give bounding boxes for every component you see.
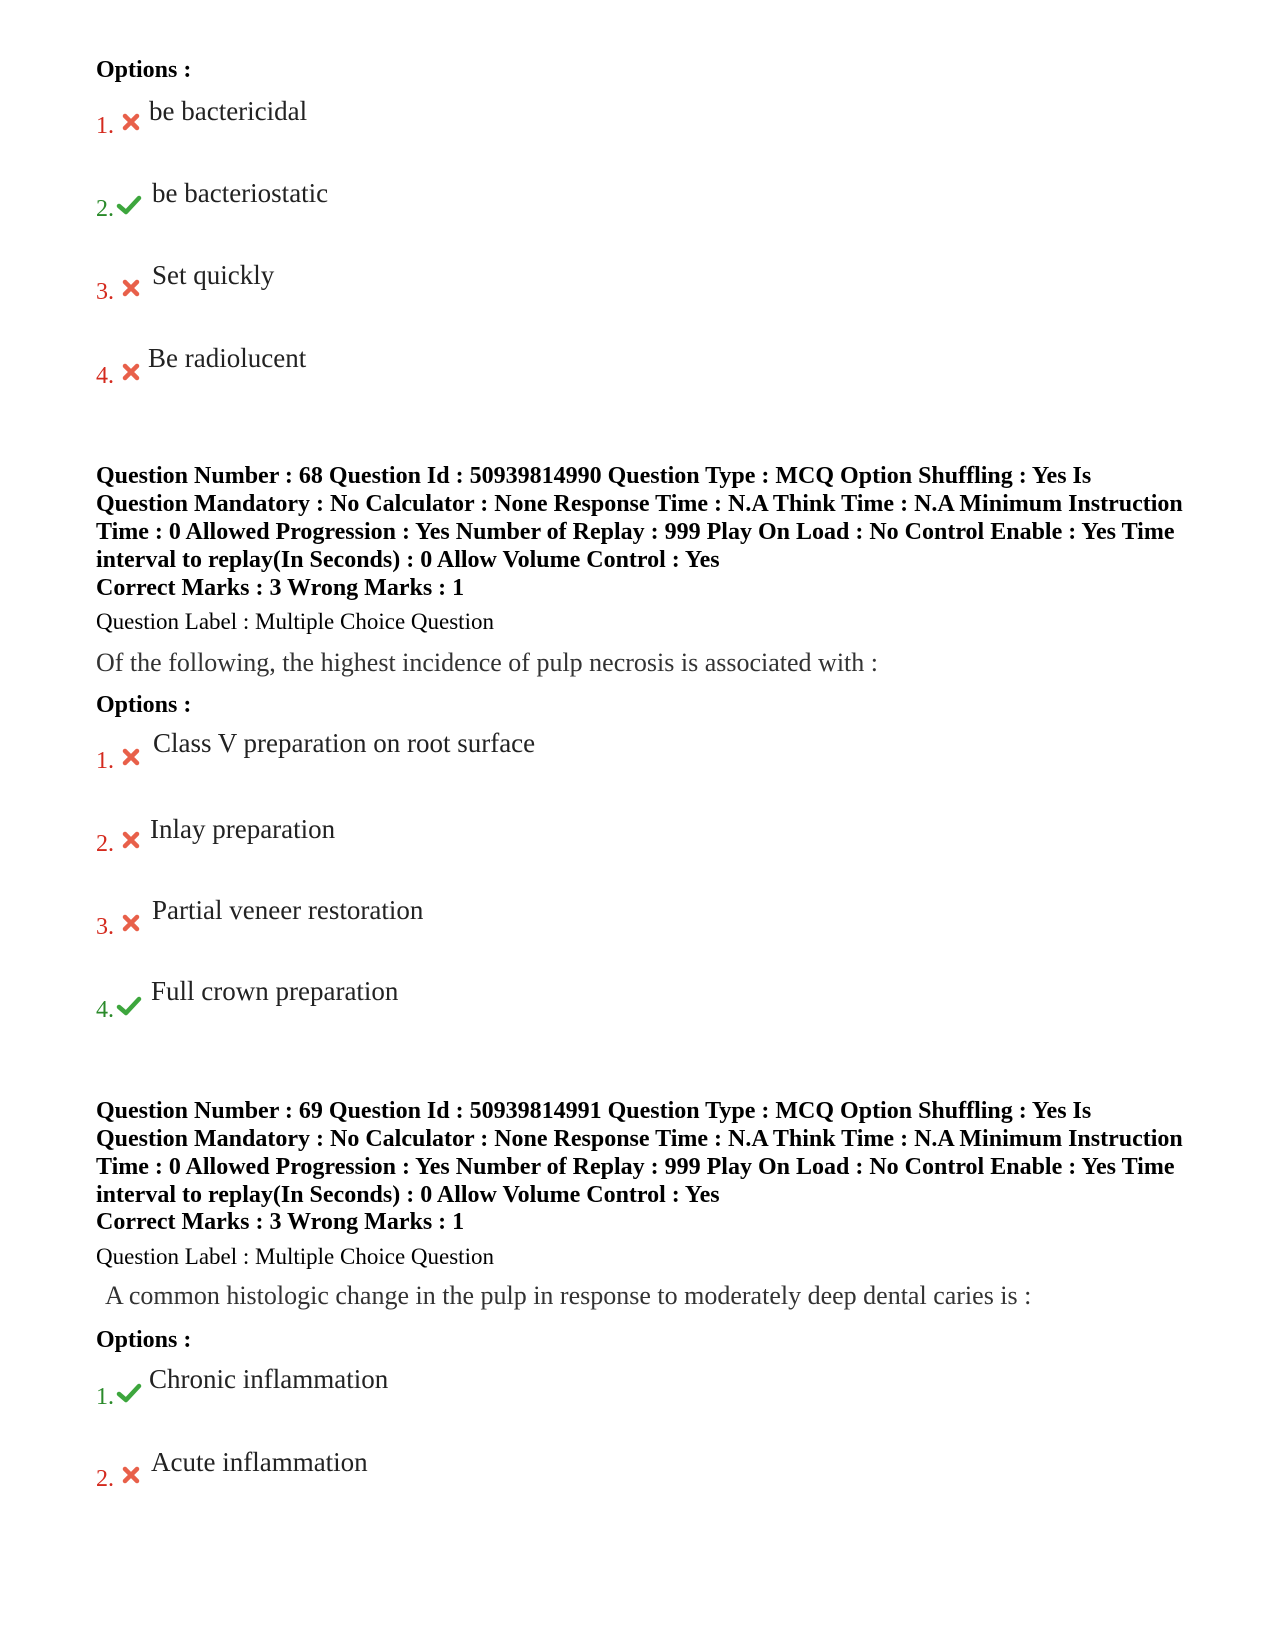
option-text: Class V preparation on root surface [153, 728, 536, 758]
cross-icon [118, 828, 144, 852]
cross-icon [118, 1463, 144, 1487]
option-number: 3. [96, 279, 114, 305]
options-heading: Options : [96, 57, 192, 83]
option-text: Acute inflammation [151, 1447, 368, 1477]
option-text: be bacteriostatic [152, 178, 329, 208]
check-icon [116, 193, 142, 217]
question-label: Question Label : Multiple Choice Question [96, 1244, 494, 1269]
options-heading: Options : [96, 1327, 192, 1353]
option-text: Inlay preparation [150, 814, 336, 844]
option-text: Set quickly [152, 260, 275, 290]
option-number: 4. [96, 363, 114, 389]
question-marks: Correct Marks : 3 Wrong Marks : 1 [96, 1209, 465, 1235]
question-label: Question Label : Multiple Choice Question [96, 609, 494, 634]
option-number: 3. [96, 914, 114, 940]
options-heading: Options : [96, 692, 192, 718]
question-meta: Question Number : 69 Question Id : 50939814991 Question Type : MCQ Option Shuffling : Yes Is Question Mandatory : No Calculator : None Response Time : N.A Think Time : N.A Minimum Instruction Time : 0 Allowed Progression : Yes Number of Replay : 999 Play On Load : No Control Enable : Yes Time interval to replay(In Seconds) : 0 Allow Volume Control : Yes [96, 1098, 1183, 1208]
cross-icon [118, 911, 144, 935]
question-text: Of the following, the highest incidence of pulp necrosis is associated with : [96, 648, 878, 677]
option-text: Partial veneer restoration [152, 895, 424, 925]
check-icon [116, 1381, 142, 1405]
cross-icon [118, 745, 144, 769]
option-text: Chronic inflammation [149, 1364, 389, 1394]
question-text: A common histologic change in the pulp in response to moderately deep dental caries is : [105, 1281, 1032, 1310]
question-meta: Question Number : 68 Question Id : 50939814990 Question Type : MCQ Option Shuffling : Yes Is Question Mandatory : No Calculator : None Response Time : N.A Think Time : N.A Minimum Instruction Time : 0 Allowed Progression : Yes Number of Replay : 999 Play On Load : No Control Enable : Yes Time interval to replay(In Seconds) : 0 Allow Volume Control : Yes [96, 463, 1183, 573]
option-text: Be radiolucent [148, 343, 307, 373]
option-number: 4. [96, 997, 114, 1023]
option-number: 2. [96, 196, 114, 222]
option-number: 1. [96, 748, 114, 774]
option-number: 1. [96, 113, 114, 139]
cross-icon [118, 276, 144, 300]
option-text: Full crown preparation [151, 976, 399, 1006]
check-icon [116, 994, 142, 1018]
option-number: 2. [96, 1466, 114, 1492]
cross-icon [118, 110, 144, 134]
option-number: 1. [96, 1384, 114, 1410]
option-text: be bactericidal [149, 96, 308, 126]
option-number: 2. [96, 831, 114, 857]
cross-icon [118, 360, 144, 384]
question-marks: Correct Marks : 3 Wrong Marks : 1 [96, 575, 465, 601]
